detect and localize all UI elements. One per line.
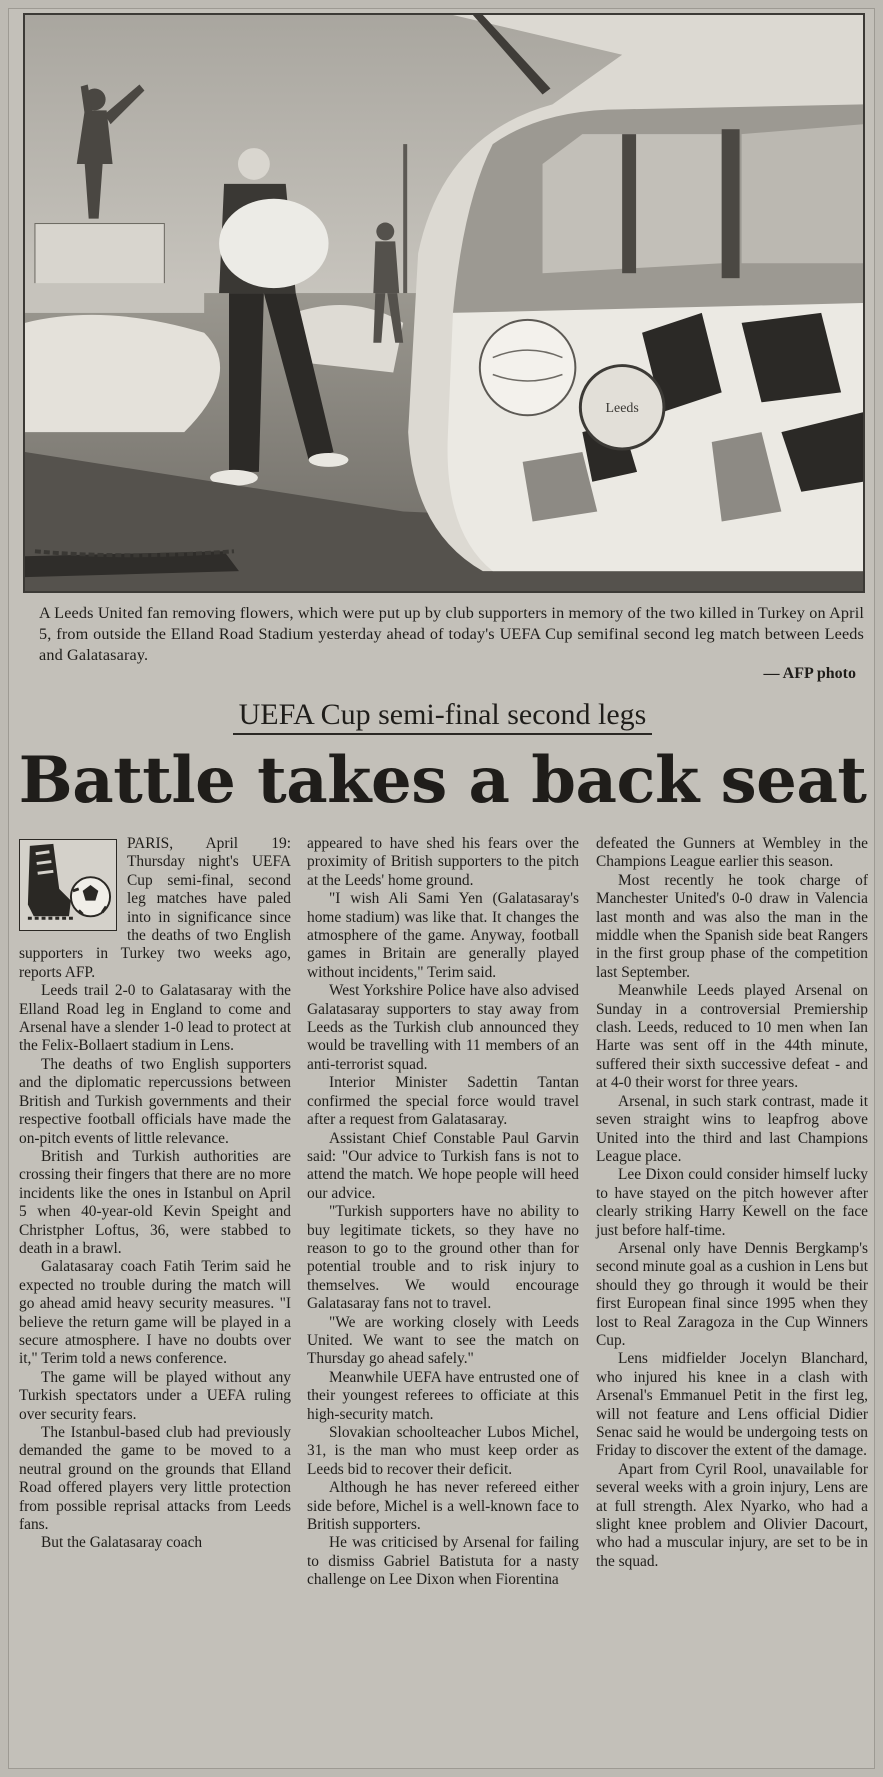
paragraph: Arsenal only have Dennis Bergkamp's second minute goal as a cushion in Lens but should they go through it would be their first European final since 1995 when they lost to Real Zaragoza in the Cup Winners Cup. — [596, 1239, 868, 1349]
football-boot-and-ball-icon — [19, 839, 117, 931]
paragraph: "Turkish supporters have no ability to buy legitimate tickets, so they have no reason to go to the ground other than for potential trouble and to risk injury to themselves. We would encourage Galatasaray fans not to travel. — [307, 1203, 579, 1313]
photo-caption: A Leeds United fan removing flowers, which were put up by club supporters in memory of the two killed in Turkey on April 5, from outside the Elland Road Stadium yesterday ahead of today's UEFA Cup semifinal second leg match between Leeds and Galatasaray. — [39, 604, 864, 664]
paragraph: Most recently he took charge of Manchester United's 0-0 draw in Valencia last month and was also the man in the middle when the Spanish side beat Rangers in the first group phase of the competition last September. — [596, 871, 868, 981]
paragraph: Arsenal, in such stark contrast, made it seven straight wins to leapfrog above United into the third and last Champions League place. — [596, 1092, 868, 1165]
paragraph: Slovakian schoolteacher Lubos Michel, 31, is the man who must keep order as Leeds bid to recover their deficit. — [307, 1424, 579, 1478]
paragraph: The deaths of two English supporters and the diplomatic repercussions between British and Turkish governments and their respective football officials have made the on-pitch events of little relevance. — [19, 1055, 291, 1147]
paragraph: Apart from Cyril Rool, unavailable for several weeks with a groin injury, Lens are at full strength. Alex Nyarko, who had a slight knee problem and Olivier Dacourt, who had a muscular injury, are set to be in the squad. — [596, 1460, 868, 1570]
kicker-text: UEFA Cup semi-final second legs — [233, 698, 653, 735]
paragraph: "We are working closely with Leeds United. We want to see the match on Thursday go ahead safely." — [307, 1313, 579, 1368]
paragraph: The Istanbul-based club had previously demanded the game to be moved to a neutral ground on the grounds that Elland Road offered players very little protection from possible reprisal attacks from Leeds fans. — [19, 1424, 291, 1534]
paragraph: Assistant Chief Constable Paul Garvin said: "Our advice to Turkish fans is not to attend the match. We hope people will heed our advice. — [307, 1129, 579, 1202]
section-kicker — [9, 697, 876, 733]
paragraph: British and Turkish authorities are crossing their fingers that there are no more incidents like the ones in Istanbul on April 5 when 40-year-old Kevin Speight and Christpher Loftus, 36, were stabbed to death in a brawl. — [19, 1147, 291, 1257]
photo-leeds-fan-removing-flowers — [25, 15, 863, 591]
paragraph: But the Galatasaray coach — [41, 1534, 203, 1552]
newspaper-clipping — [8, 8, 875, 1769]
ball-text: Leeds — [605, 401, 639, 417]
paragraph: He was criticised by Arsenal for failing to dismiss Gabriel Batistuta for a nasty challenge on Lee Dixon when Fiorentina — [307, 1534, 579, 1589]
paragraph: Meanwhile UEFA have entrusted one of their youngest referees to officiate at this high-security match. — [307, 1368, 579, 1423]
paragraph: defeated the Gunners at Wembley in the Champions League earlier this season. — [596, 835, 868, 871]
paragraph: "I wish Ali Sami Yen (Galatasaray's home stadium) was like that. It changes the atmosphere of the game. Anyway, football games in Britain are generally played without incidents," Terim said. — [307, 890, 579, 981]
article-column-1 — [19, 835, 291, 1553]
paragraph: Although he has never refereed either side before, Michel is a well-known face to British supporters. — [307, 1479, 579, 1534]
paragraph: The game will be played without any Turkish spectators under a UEFA ruling over security fears. — [19, 1368, 291, 1423]
headline: Battle takes a back seat — [18, 743, 867, 818]
paragraph: Lens midfielder Jocelyn Blanchard, who injured his knee in a clash with Arsenal's Emmanuel Petit in the first leg, will not feature and Lens official Didier Senac said he would be undergoing tests on Friday to discover the extent of the damage. — [596, 1350, 868, 1460]
news-photo — [23, 13, 865, 593]
article-column-3 — [596, 835, 868, 1571]
paragraph: West Yorkshire Police have also advised Galatasaray supporters to stay away from Leeds as the Turkish club announced they would be travelling with 11 members of an anti-terrorist squad. — [307, 982, 579, 1073]
paragraph: appeared to have shed his fears over the proximity of British supporters to the pitch at the Leeds' home ground. — [307, 835, 579, 889]
paragraph: Leeds trail 2-0 to Galatasaray with the Elland Road leg in England to come and Arsenal have a slender 1-0 lead to protect at the Felix-Bollaert stadium in Lens. — [19, 982, 291, 1055]
photo-credit: — AFP photo — [763, 665, 856, 682]
paragraph: Lee Dixon could consider himself lucky to have stayed on the pitch however after clearly striking Harry Kewell on the face just before half-time. — [596, 1166, 868, 1239]
paragraph: Interior Minister Sadettin Tantan confirmed the special force would travel after a request from Galatasaray. — [307, 1074, 579, 1129]
paragraph: Meanwhile Leeds played Arsenal on Sunday in a controversial Premiership clash. Leeds, reduced to 10 men when Ian Harte was sent off in the 44th minute, suffered their sixth successive defeat - and at 4-0 their worst for three years. — [596, 982, 868, 1092]
paragraph: Galatasaray coach Fatih Terim said he expected no trouble during the match will go ahead amid heavy security measures. "I believe the return game will be played in a secure atmosphere. I have no doubts over it," Terim told a news conference. — [19, 1258, 291, 1368]
paragraph: PARIS, April 19: Thursday night's UEFA Cup semi-final, second leg matches have paled into in significance since the deaths of two English supporters in Turkey two weeks ago, reports AFP. — [19, 835, 291, 981]
article-column-2 — [307, 835, 579, 1590]
